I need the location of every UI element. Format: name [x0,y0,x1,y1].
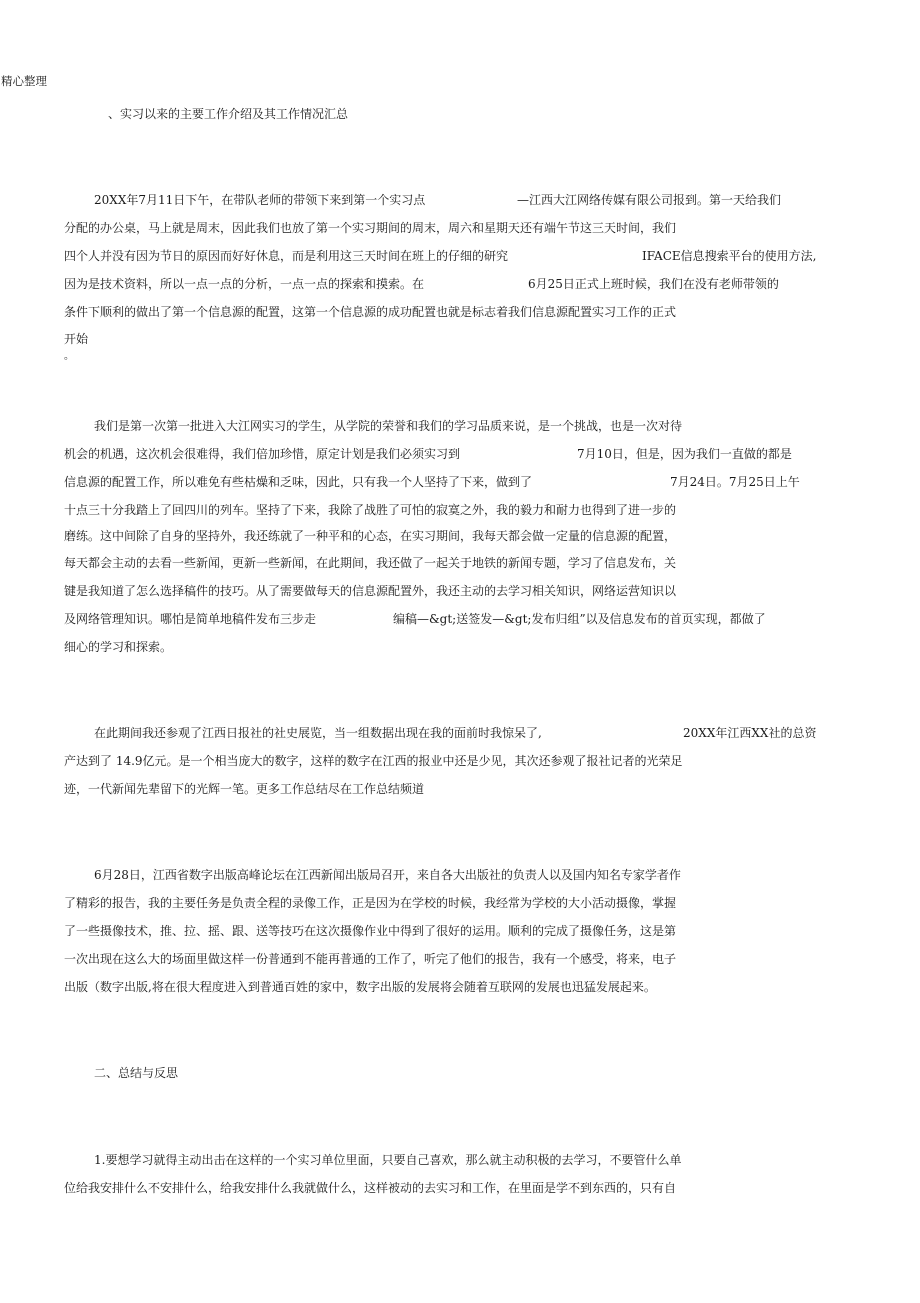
text-line: 20XX年7月11日下午，在带队老师的带领下来到第一个实习点 [94,193,426,207]
text-line: 细心的学习和探索。 [64,640,173,654]
text-line: 出版（数字出版,将在很大程度进入到普通百姓的家中，数字出版的发展将会随着互联网的发展也迅猛发展起来。 [64,980,656,994]
text-line: 1.要想学习就得主动出击在这样的一个实习单位里面，只要自己喜欢，那么就主动积极的去学习，不要管什么单 [94,1153,682,1167]
text-line: 迹，一代新闻先辈留下的光辉一笔。更多工作总结尽在工作总结频道 [64,782,425,796]
text-line: 7月24日。7月25日上午 [670,475,800,489]
text-line: 每天都会主动的去看一些新闻，更新一些新闻，在此期间，我还做了一起关于地铁的新闻专题，学习了信息发布，关 [64,556,677,570]
text-line: 。 [64,351,74,362]
text-line: 6月25日正式上班时候，我们在没有老师带领的 [528,277,779,291]
text-line: 分配的办公桌，马上就是周末，因此我们也放了第一个实习期间的周末，周六和星期天还有端午节这三天时间，我们 [64,221,677,235]
text-line: 开始 [64,332,89,346]
text-line: 十点三十分我踏上了回四川的列车。坚持了下来，我除了战胜了可怕的寂寞之外，我的毅力和耐力也得到了进一步的 [64,503,677,517]
section-heading-summary-reflection: 二、总结与反思 [94,1066,179,1080]
text-line: 四个人并没有因为节日的原因而好好休息，而是利用这三天时间在班上的仔细的研究 [64,249,509,263]
text-line: 编稿—&gt;送签发—&gt;发布归组”以及信息发布的首页实现，都做了 [393,612,766,626]
text-line: 及网络管理知识。哪怕是简单地稿件发布三步走 [64,612,317,626]
text-line: 机会的机遇，这次机会很难得，我们倍加珍惜，原定计划是我们必须实习到 [64,447,461,461]
text-line: 20XX年江西XX社的总资 [683,726,817,740]
text-line: 位给我安排什么不安排什么，给我安排什么我就做什么，这样被动的去实习和工作，在里面是学不到东西的，只有自 [64,1181,677,1195]
text-line: IFACE信息搜索平台的使用方法, [642,249,817,263]
text-line: 6月28日，江西省数字出版高峰论坛在江西新闻出版局召开，来自各大出版社的负责人以及国内知名专家学者作 [94,868,681,882]
text-line: —江西大江网络传媒有限公司报到。第一天给我们 [517,193,782,207]
text-line: 条件下顺利的做出了第一个信息源的配置，这第一个信息源的成功配置也就是标志着我们信息源配置实习工作的正式 [64,305,677,319]
text-line: 了一些摄像技术，推、拉、摇、跟、送等技巧在这次摄像作业中得到了很好的运用。顺利的完成了摄像任务，这是第 [64,924,677,938]
page-header-label: 精心整理 [1,74,47,88]
text-line: 了精彩的报告，我的主要任务是负责全程的录像工作，正是因为在学校的时候，我经常为学校的大小活动摄像，掌握 [64,896,677,910]
text-line: 7月10日，但是，因为我们一直做的都是 [577,447,792,461]
text-line: 因为是技术资料，所以一点一点的分析，一点一点的探索和摸索。在 [64,277,425,291]
text-line: 在此期间我还参观了江西日报社的社史展览，当一组数据出现在我的面前时我惊呆了, [94,726,542,740]
text-line: 键是我知道了怎么选择稿件的技巧。从了需要做每天的信息源配置外，我还主动的去学习相关知识，网络运营知识以 [64,584,677,598]
text-line: 产达到了 14.9亿元。是一个相当庞大的数字，这样的数字在江西的报业中还是少见，其次还参观了报社记者的光荣足 [64,754,683,768]
text-line: 磨练。这中间除了自身的坚持外，我还练就了一种平和的心态，在实习期间，我每天都会做一定量的信息源的配置， [64,529,677,543]
text-line: 我们是第一次第一批进入大江网实习的学生，从学院的荣誉和我们的学习品质来说，是一个挑战，也是一次对待 [94,419,683,433]
text-line: 一次出现在这么大的场面里做这样一份普通到不能再普通的工作了，听完了他们的报告，我有一个感受，将来，电子 [64,952,677,966]
text-line: 信息源的配置工作，所以难免有些枯燥和乏味，因此，只有我一个人坚持了下来，做到了 [64,475,533,489]
section-heading-work-summary: 、实习以来的主要工作介绍及其工作情况汇总 [108,107,349,121]
